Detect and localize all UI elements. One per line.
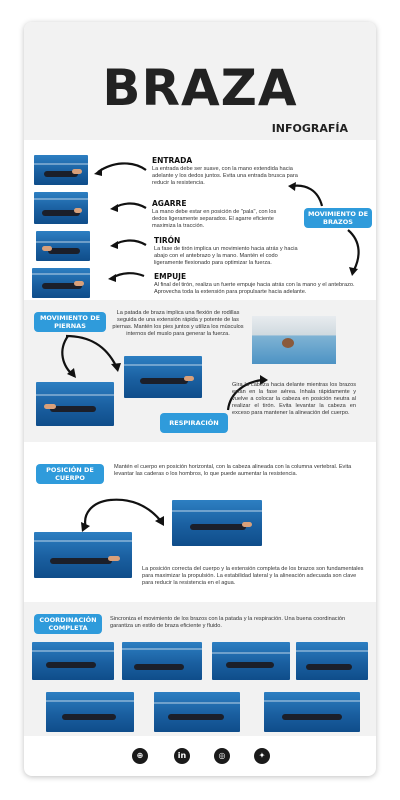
body-position-photo-1 [172, 500, 262, 546]
infographic-card [24, 22, 376, 776]
push-photo [32, 268, 90, 298]
push-text: Al final del tirón, realiza un fuerte empuje hacia atrás con la mano y el antebrazo. Aprovecha toda la extensión para propulsarte hacia adelante. [154, 282, 355, 295]
catch-photo [34, 192, 88, 224]
entry-text: La entrada debe ser suave, con la mano extendida hacia adelante y los dedos juntos. Evita una entrada brusca para reducir la resistencia. [152, 166, 298, 186]
linkedin-icon[interactable]: in [174, 748, 190, 764]
breathing-text: Gira la cabeza hacia delante mientras los brazos están en la fase aérea. Inhala rápidamente y vuelve a colocar la cabeza en posición neutra al realizar el tirón. Evita levantar la cabeza en exceso para mantener la alineación del cuerpo. [232, 382, 356, 416]
page-title: BRAZA [102, 59, 298, 117]
push-title: EMPUJE [154, 272, 187, 281]
coordination-badge: COORDINACIÓN COMPLETA [34, 614, 102, 634]
coordination-photo-4 [296, 642, 368, 680]
coordination-text: Sincroniza el movimiento de los brazos con la patada y la respiración. Una buena coordinación garantiza un estilo de braza eficiente y fluido. [110, 616, 346, 629]
entry-photo [34, 155, 88, 185]
catch-title: AGARRE [152, 199, 187, 208]
push-step [154, 272, 366, 296]
coordination-photo-1 [32, 642, 114, 680]
entry-arrow-icon [92, 160, 148, 180]
coordination-photo-7 [264, 692, 360, 732]
coordination-photo-3 [212, 642, 290, 680]
coordination-photo-6 [154, 692, 240, 732]
catch-text: La mano debe estar en posición de "pala", con los dedos ligeramente separados. El agarre eficiente maximiza la tracción. [152, 209, 277, 229]
pull-arrow-icon [108, 237, 148, 251]
legs-photo-1 [36, 382, 114, 426]
arms-badge: MOVIMIENTO DE BRAZOS [304, 208, 372, 228]
globe-icon[interactable]: ⊕ [132, 748, 148, 764]
catch-arrow-icon [108, 200, 148, 214]
coordination-photo-2 [122, 642, 202, 680]
legs-badge: MOVIMIENTO DE PIERNAS [34, 312, 106, 332]
body-position-photo-2 [34, 532, 132, 578]
breathing-photo [252, 316, 336, 364]
twitter-icon[interactable]: ✦ [254, 748, 270, 764]
instagram-icon[interactable]: ◎ [214, 748, 230, 764]
entry-title: ENTRADA [152, 156, 193, 165]
entry-step [152, 156, 302, 187]
breathing-badge: RESPIRACIÓN [160, 413, 228, 433]
pull-title: TIRÓN [154, 236, 181, 245]
body-position-text-2: La posición correcta del cuerpo y la extensión completa de los brazos son fundamentales para maximizar la propulsión. La estabilidad lateral y la alineación adecuada son clave para reducir la resistencia en el agua. [142, 566, 364, 586]
body-position-arrows-icon [78, 496, 170, 532]
badge-down-arrow-icon [340, 228, 364, 276]
body-position-text-1: Mantén el cuerpo en posición horizontal, con la cabeza alineada con la columna vertebral. Evita levantar las caderas o los hombros, lo que puede aumentar la resistencia. [114, 464, 352, 477]
badge-up-arrow-icon [286, 180, 326, 208]
push-arrow-icon [106, 270, 146, 284]
body-position-badge: POSICIÓN DE CUERPO [36, 464, 104, 484]
legs-photo-2 [124, 356, 202, 398]
legs-text: La patada de braza implica una flexión de rodillas seguida de una extensión rápida y potente de las piernas. Mantén los pies juntos y utiliza los músculos internos del muslo para generar la fuerza. [112, 310, 244, 337]
page-subtitle: INFOGRAFÍA [271, 122, 348, 135]
coordination-photo-5 [46, 692, 134, 732]
pull-text: La fase de tirón implica un movimiento hacia atrás y hacia abajo con el antebrazo y la mano. Mantén el codo ligeramente flexionado para optimizar la fuerza. [154, 246, 298, 266]
pull-step [154, 236, 304, 267]
catch-step [152, 199, 292, 230]
pull-photo [36, 231, 90, 261]
